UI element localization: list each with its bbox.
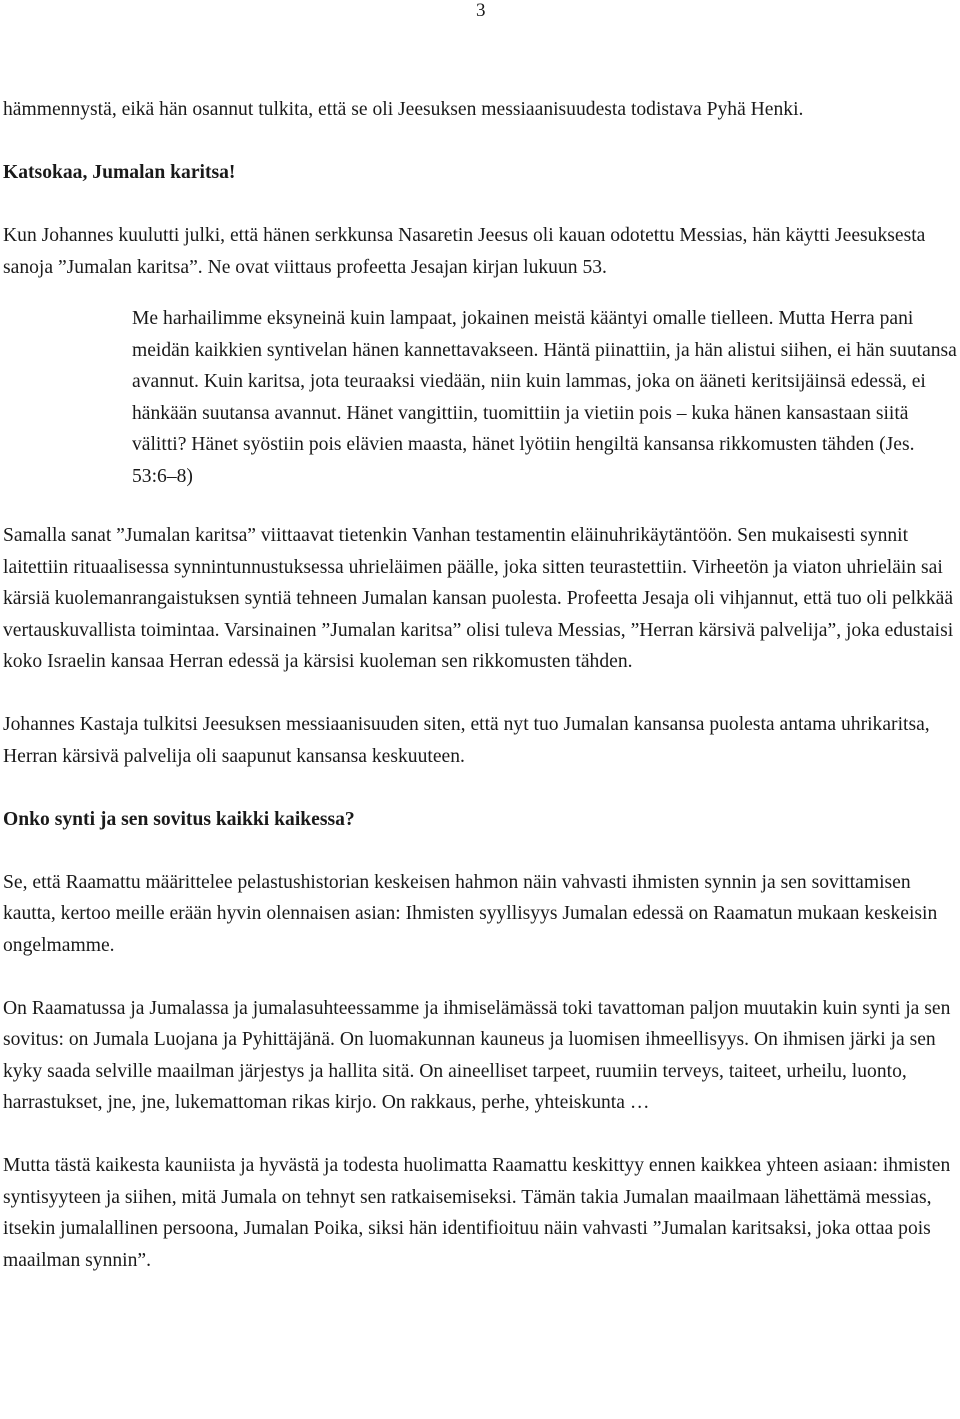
paragraph-bible-focuses: Mutta tästä kaikesta kauniista ja hyvästä ja todesta huolimatta Raamattu keskittyy ennen kaikkea yhteen asiaan: ihmisten syntisyyteen ja siihen, mitä Jumala on tehnyt sen ratkaisemiseksi. Tämän takia Jumalan maailmaan lähettämä messias, itsekin jumalallinen persoona, Jumalan Poika, siksi hän identifioituu näin vahvasti ”Jumalan karitsaksi, joka ottaa pois maailman synnin”. <box>3 1155 951 1271</box>
paragraph-much-more: On Raamatussa ja Jumalassa ja jumalasuhteessamme ja ihmiselämässä toki tavattoman paljon muutakin kuin synti ja sen sovitus: on Jumala Luojana ja Pyhittäjänä. On luomakunnan kauneus ja luomisen ihmeellisyys. On ihmisen järki ja sen kyky saada selville maailman järjestys ja hallita sitä. On aineelliset tarpeet, ruumiin terveys, taiteet, urheilu, luonto, harrastukset, jne, jne, lukemattoman rikas kirjo. On rakkaus, perhe, yhteiskunta … <box>3 997 951 1113</box>
page-number: 3 <box>476 0 486 21</box>
section-heading-sin-atonement: Onko synti ja sen sovitus kaikki kaikessa? <box>3 808 355 830</box>
document-body <box>3 94 958 1276</box>
paragraph-john-interprets: Johannes Kastaja tulkitsi Jeesuksen messiaanisuuden siten, että nyt tuo Jumalan kansansa puolesta antama uhrikaritsa, Herran kärsivä palvelija oli saapunut kansansa keskuuteen. <box>3 714 930 767</box>
paragraph-bible-defines: Se, että Raamattu määrittelee pelastushistorian keskeisen hahmon näin vahvasti ihmisten synnin ja sen sovittamisen kautta, kertoo meille erään hyvin olennaisen asian: Ihmisten syyllisyys Jumalan edessä on Raamatun mukaan keskeisin ongelmamme. <box>3 871 938 956</box>
section-heading-lamb-of-god: Katsokaa, Jumalan karitsa! <box>3 162 236 183</box>
paragraph-continuation: hämmennystä, eikä hän osannut tulkita, että se oli Jeesuksen messiaanisuudesta todistava Pyhä Henki. <box>3 99 804 120</box>
block-quote-isaiah: Me harhailimme eksyneinä kuin lampaat, jokainen meistä kääntyi omalle tielleen. Mutta Herra pani meidän kaikkien syntivelan hänen kannettavakseen. Häntä piinattiin, ja hän alistui siihen, ei hän suutansa avannut. Kuin karitsa, jota teuraaksi viedään, niin kuin lammas, joka on ääneti keritsijäinsä edessä, ei hänkään suutansa avannut. Hänet vangittiin, tuomittiin ja vietiin pois – kuka hänen kansastaan siitä välitti? Hänet syöstiin pois elävien maasta, hänet lyötiin hengiltä kansansa rikkomusten tähden (Jes. 53:6–8) <box>132 308 957 487</box>
paragraph-sacrificial-practice: Samalla sanat ”Jumalan karitsa” viittaavat tietenkin Vanhan testamentin eläinuhrikäytäntöön. Sen mukaisesti synnit laitettiin rituaalisessa synnintunnustuksessa uhrieläimen päälle, joka sitten teurastettiin. Virheetön ja viaton uhrieläin sai kärsiä kuolemanrangaistuksen syntiä tehneen Jumalan kansan puolesta. Profeetta Jesaja oli vihjannut, että tuo oli pelkkää vertauskuvallista toimintaa. Varsinainen ”Jumalan karitsa” olisi tuleva Messias, ”Herran kärsivä palvelija”, joka edustaisi koko Israelin kansaa Herran edessä ja kärsisi kuoleman sen rikkomusten tähden. <box>3 525 954 672</box>
paragraph-john-proclaims: Kun Johannes kuulutti julki, että hänen serkkunsa Nasaretin Jeesus oli kauan odotettu Messias, hän käytti Jeesuksesta sanoja ”Jumalan karitsa”. Ne ovat viittaus profeetta Jesajan kirjan lukuun 53. <box>3 225 926 278</box>
